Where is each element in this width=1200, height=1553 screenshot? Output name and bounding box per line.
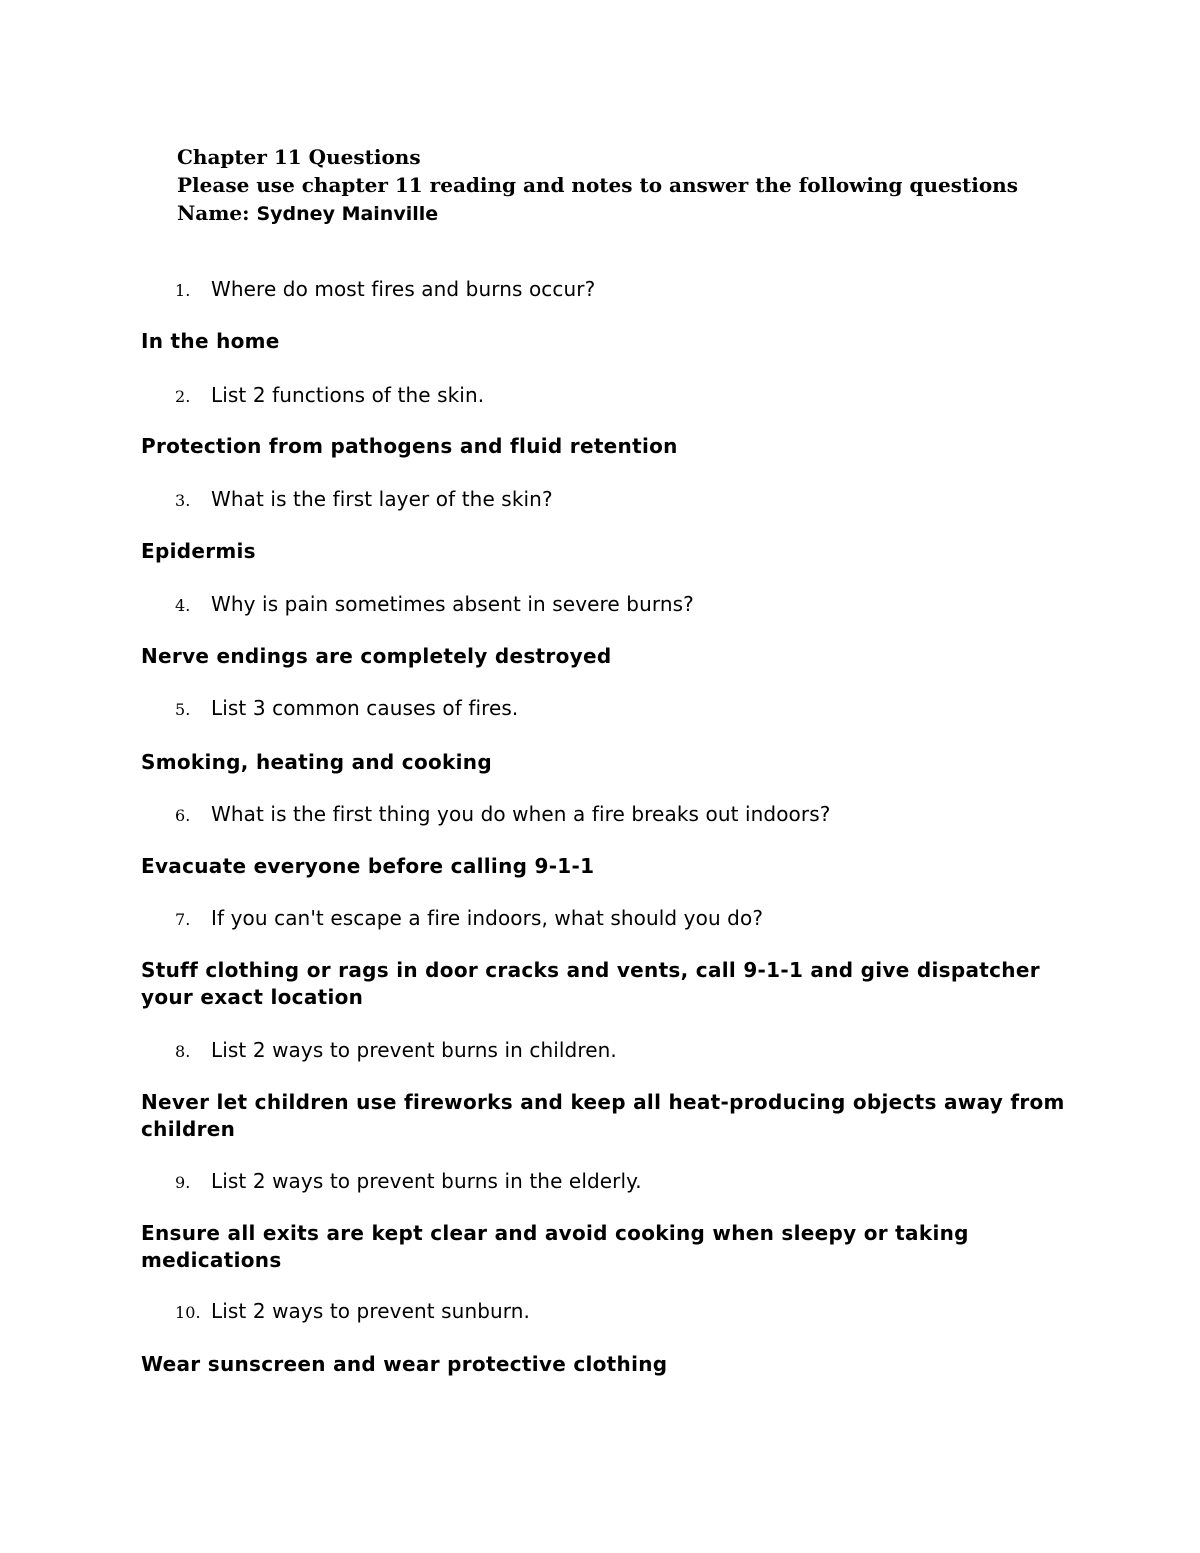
- question-number: 7.: [175, 910, 191, 929]
- question-number: 10.: [175, 1303, 201, 1322]
- answer-text: Stuff clothing or rags in door cracks and vents, call 9-1-1 and give dispatcher your exact location: [141, 958, 1040, 1009]
- name-label: Name:: [177, 201, 257, 225]
- answer-text: Nerve endings are completely destroyed: [141, 644, 612, 668]
- question-text: List 2 ways to prevent sunburn.: [211, 1299, 531, 1323]
- question-number: 1.: [175, 281, 191, 300]
- document-header: [177, 143, 1018, 228]
- instructions: Please use chapter 11 reading and notes to answer the following questions: [177, 173, 1018, 197]
- question-text: Where do most fires and burns occur?: [211, 277, 596, 301]
- question-text: List 2 ways to prevent burns in children.: [211, 1038, 617, 1062]
- answer-text: Smoking, heating and cooking: [141, 750, 492, 774]
- question-text: If you can't escape a fire indoors, what should you do?: [211, 906, 764, 930]
- question-item: [175, 906, 763, 930]
- question-item: [175, 1038, 617, 1062]
- question-number: 5.: [175, 700, 191, 719]
- question-text: List 3 common causes of fires.: [211, 696, 519, 720]
- question-item: [175, 592, 694, 616]
- answer-text: Protection from pathogens and fluid retention: [141, 434, 678, 458]
- answer-text: Wear sunscreen and wear protective clothing: [141, 1352, 668, 1376]
- question-text: What is the first layer of the skin?: [211, 487, 553, 511]
- question-item: [175, 696, 518, 720]
- question-number: 3.: [175, 491, 191, 510]
- answer-text: Never let children use fireworks and keep all heat-producing objects away from children: [141, 1090, 1065, 1141]
- student-name: [177, 199, 1018, 228]
- question-item: [175, 487, 553, 511]
- question-number: 9.: [175, 1173, 191, 1192]
- question-item: [175, 802, 830, 826]
- answer-text: In the home: [141, 329, 280, 353]
- question-text: What is the first thing you do when a fire breaks out indoors?: [211, 802, 831, 826]
- question-number: 6.: [175, 806, 191, 825]
- question-item: [175, 1299, 530, 1323]
- document-title: Chapter 11 Questions: [177, 145, 421, 169]
- question-item: [175, 1169, 642, 1193]
- answer-text: Epidermis: [141, 539, 256, 563]
- question-text: List 2 ways to prevent burns in the elderly.: [211, 1169, 642, 1193]
- question-number: 2.: [175, 387, 191, 406]
- question-text: List 2 functions of the skin.: [211, 383, 485, 407]
- name-value: Sydney Mainville: [256, 203, 439, 225]
- answer-text: Ensure all exits are kept clear and avoid cooking when sleepy or taking medications: [141, 1221, 969, 1272]
- question-item: [175, 277, 595, 301]
- question-text: Why is pain sometimes absent in severe burns?: [211, 592, 694, 616]
- question-number: 8.: [175, 1042, 191, 1061]
- question-number: 4.: [175, 596, 191, 615]
- answer-text: Evacuate everyone before calling 9-1-1: [141, 854, 595, 878]
- question-item: [175, 383, 484, 407]
